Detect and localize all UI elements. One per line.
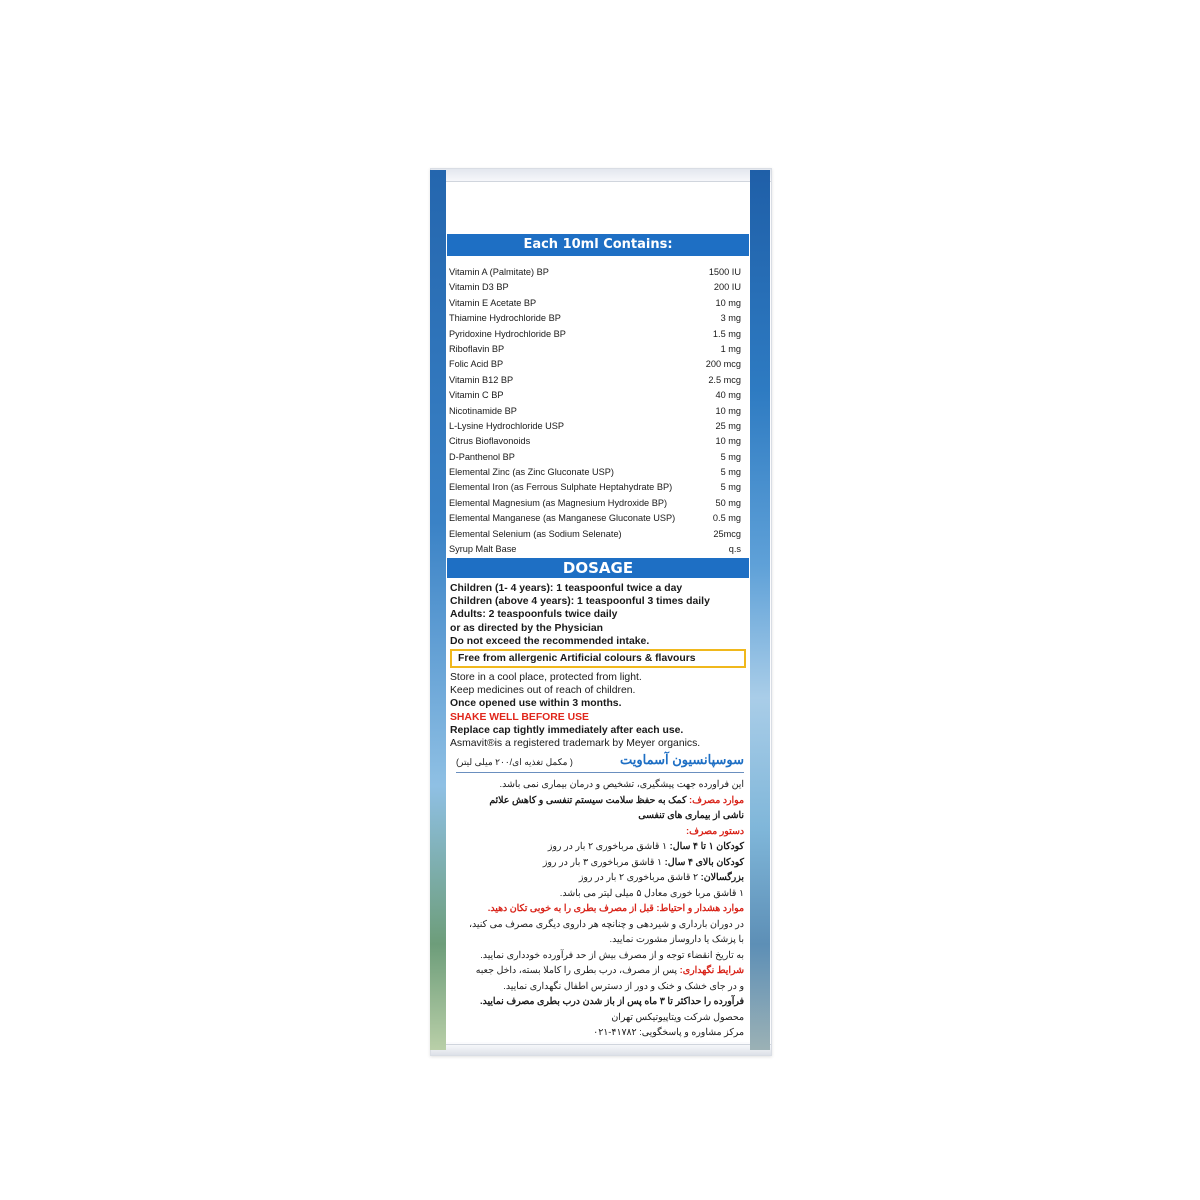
fa-line: به تاریخ انقضاء توجه و از مصرف بیش از حد فرآورده خودداری نمایید. <box>480 948 744 960</box>
ingredient-amount: 10 mg <box>715 297 741 308</box>
fa-line: ۱ قاشق مربا خوری معادل ۵ میلی لیتر می باشد. <box>559 886 744 898</box>
ingredient-amount: 2.5 mcg <box>708 374 741 385</box>
ingredient-amount: 40 mg <box>715 390 741 401</box>
ingredient-row <box>449 373 743 388</box>
ingredient-row <box>449 480 743 495</box>
ingredient-amount: 10 mg <box>715 405 741 416</box>
trademark-note: Asmavit®is a registered trademark by Meyer organics. <box>450 738 701 750</box>
fa-line: ۱ قاشق مرباخوری ۲ بار در روز <box>547 840 668 851</box>
ingredients-table <box>449 265 743 557</box>
fa-label: بزرگسالان: <box>700 871 744 882</box>
ingredient-name: Folic Acid BP <box>449 359 504 370</box>
fa-line: ۲ قاشق مرباخوری ۲ بار در روز <box>578 871 699 882</box>
fa-line: و در جای خشک و خنک و دور از دسترس اطفال نگهداری نمایید. <box>503 979 744 991</box>
fa-line: محصول شرکت ویتاپیوتیکس تهران <box>611 1010 744 1022</box>
box-left-edge <box>430 170 446 1050</box>
persian-title: سوسپانسیون آسماویت <box>619 752 744 767</box>
ingredient-name: Vitamin A (Palmitate) BP <box>449 267 549 277</box>
ingredient-row <box>449 419 743 434</box>
fa-label: دستور مصرف: <box>686 824 744 836</box>
storage-line: Store in a cool place, protected from light. <box>450 672 642 683</box>
ingredient-row <box>449 311 743 326</box>
ingredient-amount: 200 mcg <box>705 359 741 370</box>
ingredient-amount: q.s <box>728 544 741 555</box>
ingredient-name: Elemental Selenium (as Sodium Selenate) <box>449 528 622 539</box>
ingredient-name: Elemental Iron (as Ferrous Sulphate Heptahydrate BP) <box>449 482 673 493</box>
ingredient-amount: 1.5 mg <box>712 328 741 339</box>
box-right-edge <box>750 170 770 1050</box>
ingredient-row <box>449 511 743 526</box>
dosage-line: Adults: 2 teaspoonfuls twice daily <box>450 609 618 621</box>
fa-line: کمک به حفظ سلامت سیستم تنفسی و کاهش علائم <box>489 793 687 805</box>
ingredient-amount: 0.5 mg <box>712 513 741 524</box>
fa-line: با پزشک یا داروساز مشورت نمایید. <box>609 933 744 944</box>
ingredient-name: Vitamin C BP <box>449 390 504 401</box>
ingredient-name: L-Lysine Hydrochloride USP <box>449 420 565 431</box>
dosage-line: Children (above 4 years): 1 teaspoonful 3 times daily <box>450 596 710 608</box>
ingredient-row <box>449 357 743 372</box>
ingredient-row <box>449 296 743 311</box>
ingredient-name: Vitamin B12 BP <box>449 374 514 385</box>
ingredient-name: Pyridoxine Hydrochloride BP <box>449 328 566 339</box>
persian-subtitle: ( مکمل تغذیه ای/۲۰۰ میلی لیتر) <box>456 757 573 767</box>
dosage-line: Do not exceed the recommended intake. <box>450 635 650 647</box>
storage-line: Keep medicines out of reach of children. <box>450 685 636 697</box>
box-bottom-flap <box>431 1044 771 1055</box>
storage-text <box>450 671 748 750</box>
ingredient-amount: 25 mg <box>715 420 741 431</box>
ingredient-row <box>449 542 743 557</box>
fa-line: ناشی از بیماری های تنفسی <box>638 809 744 820</box>
fa-line: در دوران بارداری و شیردهی و چنانچه هر داروی دیگری مصرف می کنید، <box>468 917 744 929</box>
ingredient-row <box>449 465 743 480</box>
shake-warning: SHAKE WELL BEFORE USE <box>450 711 589 723</box>
box-top-flap <box>431 169 771 182</box>
fa-label: موارد هشدار و احتیاط: <box>656 902 744 913</box>
ingredient-name: Riboflavin BP <box>449 343 505 354</box>
ingredient-row <box>449 342 743 357</box>
storage-line: Replace cap tightly immediately after each use. <box>450 724 684 736</box>
ingredient-row <box>449 450 743 465</box>
ingredient-row <box>449 327 743 342</box>
ingredient-name: Nicotinamide BP <box>449 405 517 416</box>
ingredient-amount: 10 mg <box>715 436 741 447</box>
ingredient-name: Vitamin E Acetate BP <box>449 297 537 308</box>
ingredient-amount: 5 mg <box>720 467 741 478</box>
ingredient-row <box>449 527 743 542</box>
dosage-header: DOSAGE <box>447 558 749 578</box>
allergen-note: Free from allergenic Artificial colours & flavours <box>450 649 746 668</box>
storage-line: Once opened use within 3 months. <box>450 698 622 710</box>
ingredient-amount: 5 mg <box>720 482 741 493</box>
contains-header: Each 10ml Contains: <box>447 234 749 256</box>
fa-line: مرکز مشاوره و پاسخگویی: ۴۱۷۸۲-۰۲۱ <box>593 1026 744 1037</box>
ingredient-row <box>449 280 743 295</box>
ingredient-row <box>449 388 743 403</box>
ingredient-amount: 50 mg <box>715 497 741 508</box>
ingredient-amount: 200 IU <box>713 282 741 293</box>
ingredient-row <box>449 404 743 419</box>
fa-line: این فراورده جهت پیشگیری، تشخیص و درمان بیماری نمی باشد. <box>499 778 744 789</box>
fa-label: موارد مصرف: <box>689 793 744 805</box>
dosage-line: Children (1- 4 years): 1 teaspoonful twice a day <box>450 583 683 594</box>
ingredient-amount: 1 mg <box>720 343 741 354</box>
fa-line: قبل از مصرف بطری را به خوبی تکان دهید. <box>487 902 654 913</box>
fa-label: کودکان ۱ تا ۴ سال: <box>669 840 744 851</box>
ingredient-name: Thiamine Hydrochloride BP <box>449 313 561 324</box>
ingredient-row <box>449 434 743 449</box>
persian-divider <box>456 772 744 773</box>
fa-line: پس از مصرف، درب بطری را کاملا بسته، داخل جعبه <box>475 964 678 975</box>
ingredient-amount: 3 mg <box>720 313 741 324</box>
ingredient-name: D-Panthenol BP <box>449 451 515 462</box>
ingredient-name: Elemental Zinc (as Zinc Gluconate USP) <box>449 467 614 478</box>
ingredient-name: Citrus Bioflavonoids <box>449 436 531 447</box>
fa-label: شرایط نگهداری: <box>679 964 744 975</box>
fa-line: ۱ قاشق مرباخوری ۳ بار در روز <box>542 855 663 867</box>
ingredient-amount: 25mcg <box>713 528 741 539</box>
ingredient-row <box>449 265 743 280</box>
ingredient-name: Elemental Manganese (as Manganese Gluconate USP) <box>449 513 676 524</box>
dosage-text <box>450 582 748 648</box>
ingredient-name: Syrup Malt Base <box>449 544 517 555</box>
ingredient-name: Elemental Magnesium (as Magnesium Hydroxide BP) <box>449 497 668 508</box>
persian-body <box>456 776 744 1040</box>
ingredient-row <box>449 496 743 511</box>
fa-line: فرآورده را حداکثر تا ۳ ماه پس از باز شدن درب بطری مصرف نمایید. <box>479 995 744 1006</box>
dosage-line: or as directed by the Physician <box>450 622 604 634</box>
fa-label: کودکان بالای ۴ سال: <box>664 855 744 867</box>
ingredient-amount: 5 mg <box>720 451 741 462</box>
ingredient-amount: 1500 IU <box>708 267 741 277</box>
ingredient-name: Vitamin D3 BP <box>449 282 509 293</box>
